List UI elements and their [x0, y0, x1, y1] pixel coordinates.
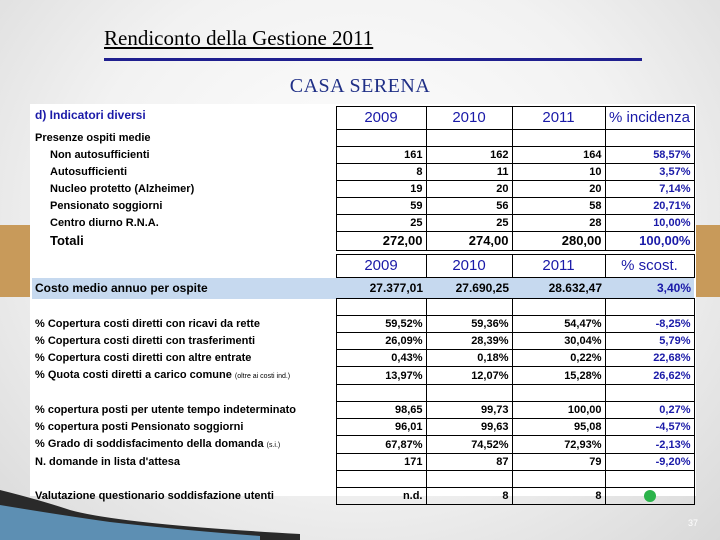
table-row [32, 198, 694, 215]
table1-header-row [32, 107, 694, 130]
cell-scost: 5,79% [605, 333, 694, 350]
col-header: % scost. [605, 255, 694, 278]
cell-2009: 67,87% [336, 436, 426, 454]
total-label: Totali [50, 233, 84, 248]
row-label: % copertura posti per utente tempo indeterminato [35, 404, 296, 416]
title-rule [104, 58, 642, 61]
cell-2010: 87 [426, 454, 512, 471]
cell-2010: 162 [426, 147, 512, 164]
row-label: Costo medio annuo per ospite [32, 278, 336, 299]
row-label: % Grado di soddisfacimento della domanda (s.i.) [35, 437, 281, 450]
spacer-row [32, 471, 694, 488]
row-label: % Copertura costi diretti con ricavi da rette [35, 318, 260, 330]
col-header: 2009 [336, 255, 426, 278]
slide-subtitle: CASA SERENA [289, 75, 431, 97]
total-incidenza: 100,00% [605, 232, 694, 251]
col-header: 2011 [512, 255, 605, 278]
cell-2010: 11 [426, 164, 512, 181]
cell-2011: 30,04% [512, 333, 605, 350]
table-row [32, 215, 694, 232]
group-label: Presenze ospiti medie [35, 132, 151, 144]
cell-2011: 28.632,47 [512, 278, 605, 299]
cell-2010: 99,73 [426, 402, 512, 419]
cell-2009: 171 [336, 454, 426, 471]
cell-2010: 99,63 [426, 419, 512, 436]
survey-row [32, 488, 694, 505]
cell-2010: 12,07% [426, 367, 512, 385]
cell-2009: 59 [336, 198, 426, 215]
cell-incidenza: 7,14% [605, 181, 694, 198]
col-header: % incidenza [605, 107, 694, 130]
cell-scost: -4,57% [605, 419, 694, 436]
row-label: % copertura posti Pensionato soggiorni [35, 421, 244, 433]
cell-scost: 0,27% [605, 402, 694, 419]
col-header: 2009 [336, 107, 426, 130]
indicators-table [32, 106, 695, 251]
total-row [32, 232, 694, 251]
cell-2009: 59,52% [336, 316, 426, 333]
cell-2011: 15,28% [512, 367, 605, 385]
cell-2011: 58 [512, 198, 605, 215]
cell-incidenza: 58,57% [605, 147, 694, 164]
cell-2011: 100,00 [512, 402, 605, 419]
cell-2011: 54,47% [512, 316, 605, 333]
cell-2010: 59,36% [426, 316, 512, 333]
cell-2011: 72,93% [512, 436, 605, 454]
cell-2009: 0,43% [336, 350, 426, 367]
cell-2010: 8 [426, 488, 512, 505]
row-label: Nucleo protetto (Alzheimer) [50, 183, 195, 195]
cell-2010: 27.690,25 [426, 278, 512, 299]
table-row [32, 367, 694, 385]
cell-2011: 79 [512, 454, 605, 471]
cell-2009: 96,01 [336, 419, 426, 436]
table-row [32, 436, 694, 454]
group-row [32, 130, 694, 147]
col-header: 2011 [512, 107, 605, 130]
cell-2009: 8 [336, 164, 426, 181]
cell-2011: 20 [512, 181, 605, 198]
cell-2009: 98,65 [336, 402, 426, 419]
table-row [32, 316, 694, 333]
cell-scost: -8,25% [605, 316, 694, 333]
cell-2009: 13,97% [336, 367, 426, 385]
col-header: 2010 [426, 107, 512, 130]
page-number: 37 [687, 518, 698, 528]
cell-2011: 8 [512, 488, 605, 505]
table-row [32, 402, 694, 419]
cell-scost: -2,13% [605, 436, 694, 454]
row-label: % Quota costi diretti a carico comune (oltre ai costi ind.) [35, 368, 291, 381]
spacer-row [32, 299, 694, 316]
table-row [32, 181, 694, 198]
cell-incidenza: 10,00% [605, 215, 694, 232]
table-row [32, 350, 694, 367]
cell-2009: 19 [336, 181, 426, 198]
table-row [32, 147, 694, 164]
cell-2009: 27.377,01 [336, 278, 426, 299]
col-header: 2010 [426, 255, 512, 278]
cost-indicators-table [32, 254, 695, 505]
slide-title: Rendiconto della Gestione 2011 [104, 26, 374, 50]
row-label: Non autosufficienti [50, 149, 150, 161]
cell-2011: 10 [512, 164, 605, 181]
row-note: (s.i.) [266, 441, 281, 449]
row-label: % Copertura costi diretti con altre entrate [35, 352, 252, 364]
cell-scost: 26,62% [605, 367, 694, 385]
cell-2010: 28,39% [426, 333, 512, 350]
cell-2010: 56 [426, 198, 512, 215]
cell-2010: 20 [426, 181, 512, 198]
row-label: Pensionato soggiorni [50, 200, 163, 212]
cell-2011: 164 [512, 147, 605, 164]
data-panel [30, 104, 696, 502]
table-row [32, 419, 694, 436]
row-label: % Copertura costi diretti con trasferimenti [35, 335, 256, 347]
cell-2009: 161 [336, 147, 426, 164]
cell-2010: 74,52% [426, 436, 512, 454]
total-2010: 274,00 [426, 232, 512, 251]
survey-status-cell [605, 488, 694, 505]
table-row [32, 164, 694, 181]
cell-incidenza: 3,57% [605, 164, 694, 181]
cell-scost: 3,40% [605, 278, 694, 299]
spacer-row [32, 385, 694, 402]
row-label: Valutazione questionario soddisfazione utenti [35, 490, 274, 502]
highlight-row [32, 278, 694, 299]
cell-2009: 25 [336, 215, 426, 232]
cell-incidenza: 20,71% [605, 198, 694, 215]
cell-2010: 0,18% [426, 350, 512, 367]
cell-scost: 22,68% [605, 350, 694, 367]
total-2009: 272,00 [336, 232, 426, 251]
section-label: d) Indicatori diversi [35, 107, 146, 122]
cell-2009: n.d. [336, 488, 426, 505]
row-label: N. domande in lista d'attesa [35, 456, 181, 468]
total-2011: 280,00 [512, 232, 605, 251]
cell-2010: 25 [426, 215, 512, 232]
cell-2011: 0,22% [512, 350, 605, 367]
cell-2009: 26,09% [336, 333, 426, 350]
cell-scost: -9,20% [605, 454, 694, 471]
row-label: Autosufficienti [50, 166, 127, 178]
table-row [32, 454, 694, 471]
table2-header-row [32, 255, 694, 278]
row-note: (oltre ai costi ind.) [234, 372, 291, 380]
table-row [32, 333, 694, 350]
green-dot-icon [644, 490, 656, 502]
cell-2011: 95,08 [512, 419, 605, 436]
cell-2011: 28 [512, 215, 605, 232]
row-label: Centro diurno R.N.A. [50, 217, 159, 229]
